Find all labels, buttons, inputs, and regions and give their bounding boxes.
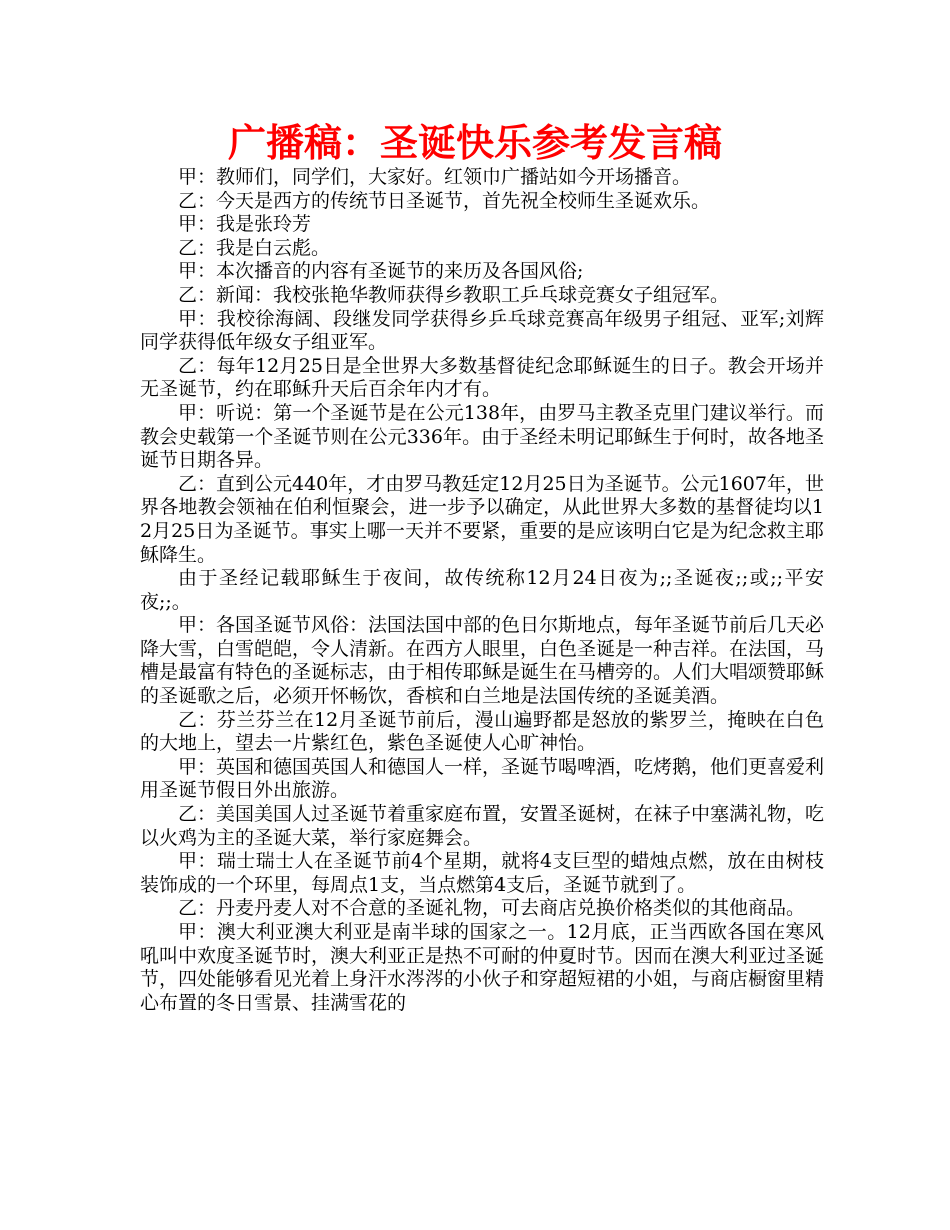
paragraph: 甲：我是张玲芳 [178, 213, 312, 236]
paragraph: 乙：每年12月25日是全世界大多数基督徒纪念耶稣诞生的日子。教会开场并无圣诞节，约在耶稣升天后百余年内才有。 [140, 354, 824, 401]
paragraph: 甲：本次播音的内容有圣诞节的来历及各国风俗; [178, 260, 584, 283]
paragraph: 乙：芬兰芬兰在12月圣诞节前后，漫山遍野都是怒放的紫罗兰，掩映在白色的大地上，望去一片紫红色，紫色圣诞使人心旷神怡。 [140, 708, 824, 755]
paragraph: 乙：新闻：我校张艳华教师获得乡教职工乒乓球竞赛女子组冠军。 [178, 283, 730, 306]
paragraph: 由于圣经记载耶稣生于夜间，故传统称12月24日夜为;;圣诞夜;;或;;平安夜;;。 [140, 567, 824, 613]
paragraph: 甲：英国和德国英国人和德国人一样，圣诞节喝啤酒，吃烤鹅，他们更喜爱利用圣诞节假日外出旅游。 [140, 755, 825, 802]
paragraph: 甲：教师们，同学们，大家好。红领巾广播站如今开场播音。 [178, 166, 692, 188]
document-title: 广播稿：圣诞快乐参考发言稿 [227, 121, 722, 165]
paragraph: 甲：澳大利亚澳大利亚是南半球的国家之一。12月底，正当西欧各国在寒风吼叫中欢度圣诞节时，澳大利亚正是热不可耐的仲夏时节。因而在澳大利亚过圣诞节，四处能够看见光着上身汗水涔涔的小伙子和穿超短裙的小姐，与商店橱窗里精心布置的冬日雪景、挂满雪花的 [140, 921, 825, 1014]
paragraph: 乙：直到公元440年，才由罗马教廷定12月25日为圣诞节。公元1607年，世界各地教会领袖在伯利恒聚会，进一步予以确定，从此世界大多数的基督徒均以12月25日为圣诞节。事实上哪一天并不要紧，重要的是应该明白它是为纪念救主耶稣降生。 [140, 472, 824, 566]
paragraph: 乙：丹麦丹麦人对不合意的圣诞礼物，可去商店兑换价格类似的其他商品。 [178, 897, 806, 920]
paragraph: 乙：今天是西方的传统节日圣诞节，首先祝全校师生圣诞欢乐。 [178, 189, 711, 212]
paragraph: 乙：我是白云彪。 [178, 236, 331, 259]
paragraph: 甲：各国圣诞节风俗：法国法国中部的色日尔斯地点，每年圣诞节前后几天必降大雪，白雪皑皑，令人清新。在西方人眼里，白色圣诞是一种吉祥。在法国，马槽是最富有特色的圣诞标志，由于相传耶稣是诞生在马槽旁的。人们大唱颂赞耶稣的圣诞歌之后，必须开怀畅饮，香槟和白兰地是法国传统的圣诞美酒。 [140, 614, 825, 708]
paragraph: 甲：听说：第一个圣诞节是在公元138年，由罗马主教圣克里门建议举行。而教会史载第一个圣诞节则在公元336年。由于圣经未明记耶稣生于何时，故各地圣诞节日期各异。 [140, 401, 824, 472]
paragraph: 乙：美国美国人过圣诞节着重家庭布置，安置圣诞树，在袜子中塞满礼物，吃以火鸡为主的圣诞大菜，举行家庭舞会。 [140, 803, 825, 849]
paragraph: 甲：瑞士瑞士人在圣诞节前4个星期，就将4支巨型的蜡烛点燃，放在由树枝装饰成的一个环里，每周点1支，当点燃第4支后，圣诞节就到了。 [140, 850, 824, 896]
paragraph: 甲：我校徐海阔、段继发同学获得乡乒乓球竞赛高年级男子组冠、亚军;刘辉同学获得低年级女子组亚军。 [140, 307, 824, 354]
document-body [140, 166, 824, 1015]
